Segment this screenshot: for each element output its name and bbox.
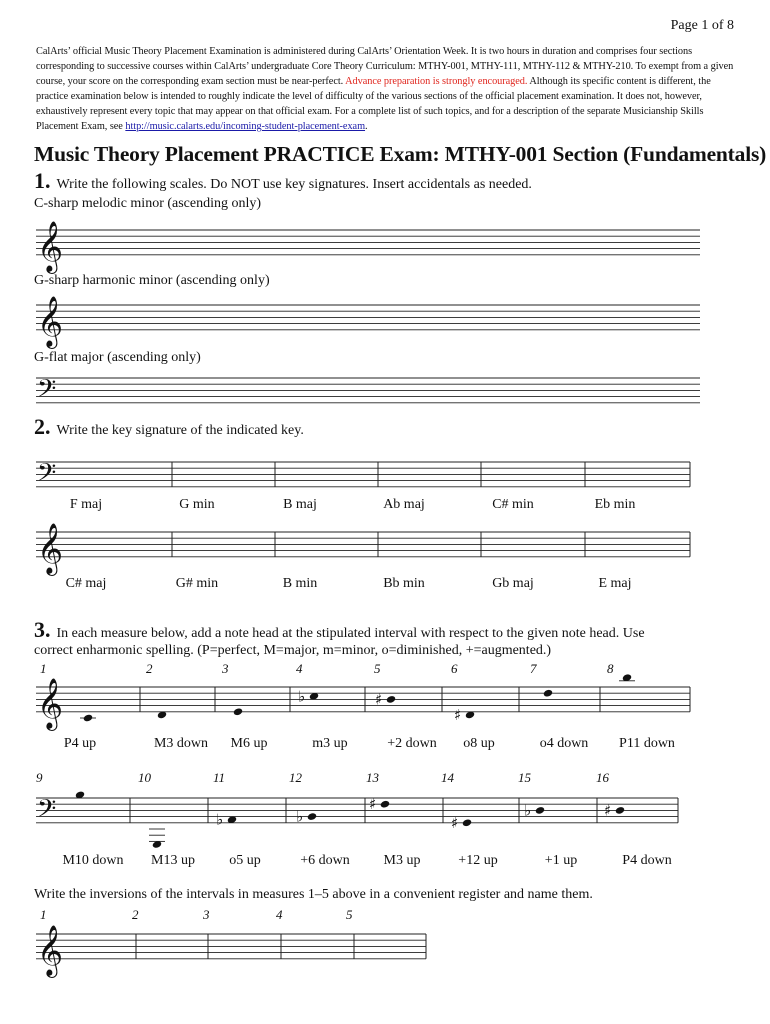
measure-number: 2	[146, 661, 153, 676]
scale-label-2: G-sharp harmonic minor (ascending only)	[34, 273, 270, 288]
interval-label: o8 up	[463, 736, 495, 751]
interval-label: +12 up	[458, 853, 498, 868]
question-text: Write the following scales. Do NOT use key signatures. Insert accidentals as needed.	[56, 177, 532, 192]
key-label: F maj	[69, 497, 103, 512]
sharp-icon: ♯	[454, 705, 462, 724]
interval-label: o5 up	[229, 853, 261, 868]
measure-number: 9	[36, 770, 43, 785]
key-label: C# min	[492, 497, 534, 512]
key-label: Ab maj	[383, 497, 425, 512]
interval-label: M3 up	[383, 853, 421, 868]
treble-clef-icon: 𝄞	[37, 295, 64, 347]
measure-number: 3	[203, 907, 210, 922]
interval-label: P4 up	[63, 736, 97, 751]
interval-label: M6 up	[230, 736, 268, 751]
intro-paragraph: CalArts’ official Music Theory Placement Examination is administered during CalArts’ Orientation Week. It is two hours in duration and comprises four sections corresponding to successive courses within CalArts’ undergraduate Core Theory Curriculum: MTHY-001, MTHY-111, MTHY-112 & MTHY-210. To exempt from a given course, your score on the corresponding exam section must be near-perfect. Advance preparation is strongly encouraged. Although its specific content is different, the practice examination below is intended to roughly indicate the level of difficulty of the various sections of the official placement examination. It does not, however, exhaustively represent every topic that may appear on that official exam. For a complete list of such topics, and for a description of the separate Musicianship Skills Placement Exam, see http://music.calarts.edu/incoming-student-placement-exam.	[36, 46, 734, 132]
measure-number: 4	[296, 661, 303, 676]
note-head	[380, 800, 390, 809]
flat-icon: ♭	[298, 687, 306, 706]
measure-number: 15	[518, 770, 531, 785]
key-label: C# maj	[65, 576, 107, 591]
measure-number: 10	[138, 770, 151, 785]
note-head	[615, 806, 625, 815]
interval-label: M10 down	[62, 853, 124, 868]
key-label: Eb min	[594, 497, 636, 512]
flat-icon: ♭	[216, 810, 224, 829]
sharp-icon: ♯	[604, 801, 612, 820]
intro-warning: Advance preparation is strongly encouraged.	[345, 76, 528, 87]
question-number: 3.	[34, 617, 51, 642]
interval-label: M3 down	[153, 736, 209, 751]
measure-number: 6	[451, 661, 458, 676]
measure-number: 7	[530, 661, 537, 676]
measure-number: 5	[374, 661, 381, 676]
interval-label: o4 down	[539, 736, 589, 751]
bass-clef-icon: 𝄢	[37, 794, 57, 830]
note-head	[233, 707, 243, 716]
question-text: In each measure below, add a note head at the stipulated interval with respect to the given note head. Use	[56, 626, 645, 641]
sharp-icon: ♯	[375, 690, 383, 709]
sharp-icon: ♯	[451, 813, 459, 832]
note-head	[462, 818, 472, 827]
key-label: E maj	[598, 576, 632, 591]
measure-number: 8	[607, 661, 614, 676]
intro-text-2: Although its specific content is different, the practice examination below is intended to roughly indicate the level of difficulty of the various sections of the official placement examination. It does not, however, exhaustively represent every topic that may appear on that official exam. For a complete list of such topics, and for a description of the separate Musicianship Skills Placement Exam, see	[36, 76, 711, 132]
question-text: Write the key signature of the indicated key.	[56, 423, 304, 438]
treble-clef-icon: 𝄞	[37, 220, 64, 272]
measure-number: 5	[346, 907, 353, 922]
key-label: Gb maj	[492, 576, 534, 591]
interval-label: +2 down	[387, 736, 437, 751]
bass-clef-icon: 𝄢	[37, 374, 57, 410]
flat-icon: ♭	[524, 801, 532, 820]
measure-number: 14	[441, 770, 454, 785]
exam-title: Music Theory Placement PRACTICE Exam: MTHY-001 Section (Fundamentals)	[34, 142, 767, 166]
interval-label: m3 up	[312, 736, 348, 751]
interval-label: +1 up	[544, 853, 578, 868]
measure-number: 12	[289, 770, 302, 785]
interval-label: +6 down	[300, 853, 350, 868]
inversions-instruction: Write the inversions of the intervals in measures 1–5 above in a convenient register and name them.	[34, 887, 593, 902]
sharp-icon: ♯	[369, 795, 377, 814]
key-label: Bb min	[383, 576, 425, 591]
intro-text: CalArts’ official Music Theory Placement Examination is administered during CalArts’ Orientation Week. It is two hours in duration and comprises four sections corresponding to successive courses within CalArts’ undergraduate Core Theory Curriculum: MTHY-001, MTHY-111, MTHY-112 & MTHY-210. To exempt from a given course, your score on the corresponding exam section must be near-perfect.	[36, 46, 734, 87]
measure-number: 4	[276, 907, 283, 922]
measure-number: 1	[40, 907, 47, 922]
measure-number: 1	[40, 661, 47, 676]
interval-label: M13 up	[151, 853, 195, 868]
bass-clef-icon: 𝄢	[37, 458, 57, 494]
key-label: B maj	[283, 497, 317, 512]
key-label: G min	[179, 497, 215, 512]
note-head	[83, 714, 93, 723]
question-number: 1.	[34, 168, 51, 193]
placement-exam-link[interactable]: http://music.calarts.edu/incoming-student-placement-exam	[125, 121, 366, 132]
treble-clef-icon: 𝄞	[37, 677, 64, 729]
question-number: 2.	[34, 414, 51, 439]
note-head	[386, 695, 396, 704]
page-number: Page 1 of 8	[670, 18, 734, 33]
scale-label-1: C-sharp melodic minor (ascending only)	[34, 196, 262, 211]
treble-clef-icon: 𝄞	[37, 924, 64, 976]
note-head	[535, 806, 545, 815]
treble-clef-icon: 𝄞	[37, 522, 64, 574]
question-3-text-2: correct enharmonic spelling. (P=perfect, M=major, m=minor, o=diminished, +=augmented.)	[34, 643, 552, 658]
measure-number: 13	[366, 770, 379, 785]
measure-number: 16	[596, 770, 609, 785]
key-label: G# min	[175, 576, 219, 591]
measure-number: 2	[132, 907, 139, 922]
interval-label: P11 down	[619, 736, 675, 751]
interval-label: P4 down	[622, 853, 672, 868]
note-head	[543, 689, 553, 698]
note-head	[307, 812, 317, 821]
measure-number: 11	[213, 770, 226, 785]
scale-label-3: G-flat major (ascending only)	[34, 350, 201, 365]
key-label: B min	[282, 576, 318, 591]
flat-icon: ♭	[296, 807, 304, 826]
measure-number: 3	[222, 661, 229, 676]
